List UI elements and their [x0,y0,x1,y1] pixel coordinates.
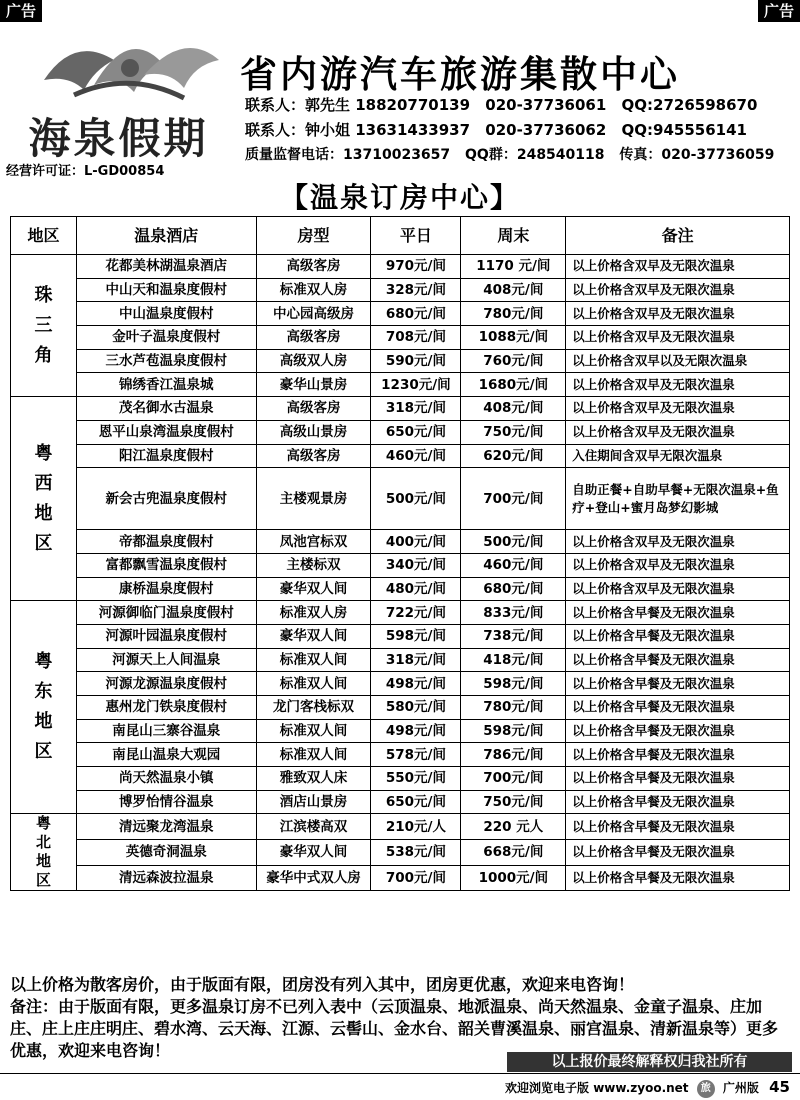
table-row [11,577,790,601]
weekend-price-cell: 1680元/间 [461,373,566,397]
header-note: 备注 [566,217,790,255]
ad-tag-right: 广告 [758,0,800,22]
header [0,22,800,179]
note-cell: 以上价格含双早以及无限次温泉 [566,349,790,373]
room-cell: 豪华中式双人房 [256,865,371,891]
note-cell: 以上价格含双早及无限次温泉 [566,577,790,601]
weekend-price-cell: 460元/间 [461,553,566,577]
hotel-cell: 锦绣香江温泉城 [76,373,256,397]
table-row [11,553,790,577]
logo [6,30,231,180]
header-hotel: 温泉酒店 [76,217,256,255]
table-row [11,624,790,648]
table-row [11,326,790,350]
weekday-price-cell: 700元/间 [371,865,461,891]
contact-phone: 020-37736061 [485,96,607,114]
room-cell: 江滨楼高双 [256,814,371,840]
footer-notes [10,974,790,1062]
table-row [11,530,790,554]
room-cell: 高级客房 [256,397,371,421]
hotel-cell: 三水芦苞温泉度假村 [76,349,256,373]
contact-line-2 [245,119,757,140]
table-row [11,601,790,625]
weekday-price-cell: 538元/间 [371,840,461,866]
weekend-price-cell: 408元/间 [461,278,566,302]
hotel-cell: 河源御临门温泉度假村 [76,601,256,625]
weekday-price-cell: 1230元/间 [371,373,461,397]
region-cell: 粤 东 地 区 [11,601,77,814]
note-cell: 以上价格含早餐及无限次温泉 [566,624,790,648]
room-cell: 标准双人间 [256,719,371,743]
weekday-price-cell: 650元/间 [371,420,461,444]
room-cell: 高级客房 [256,255,371,279]
table-row [11,302,790,326]
weekend-price-cell: 750元/间 [461,790,566,814]
contact-qq: QQ:2726598670 [621,96,758,114]
table-row [11,349,790,373]
weekend-price-cell: 1000元/间 [461,865,566,891]
room-cell: 豪华双人间 [256,624,371,648]
note-cell: 以上价格含早餐及无限次温泉 [566,672,790,696]
weekday-price-cell: 400元/间 [371,530,461,554]
header-room: 房型 [256,217,371,255]
pager-city: 广州版 [722,1081,759,1095]
fax: 传真：020-37736059 [619,147,775,163]
weekend-price-cell: 500元/间 [461,530,566,554]
note-cell: 以上价格含双早及无限次温泉 [566,326,790,350]
note-cell: 以上价格含早餐及无限次温泉 [566,696,790,720]
room-cell: 高级客房 [256,326,371,350]
weekday-price-cell: 708元/间 [371,326,461,350]
table-row [11,840,790,866]
weekday-price-cell: 722元/间 [371,601,461,625]
weekend-price-cell: 598元/间 [461,672,566,696]
hotel-cell: 阳江温泉度假村 [76,444,256,468]
table-row [11,696,790,720]
header-weekday: 平日 [371,217,461,255]
room-cell: 雅致双人床 [256,767,371,791]
page-number: 45 [769,1078,790,1096]
contact-line-3 [245,144,784,164]
table-row [11,648,790,672]
weekday-price-cell: 318元/间 [371,648,461,672]
weekend-price-cell: 598元/间 [461,719,566,743]
license-number: 经营许可证：L-GD00854 [6,164,165,179]
note-cell: 以上价格含早餐及无限次温泉 [566,648,790,672]
header-region: 地区 [11,217,77,255]
table-row [11,865,790,891]
note-cell: 以上价格含早餐及无限次温泉 [566,719,790,743]
contact-phone: 020-37736062 [485,121,607,139]
room-cell: 高级双人房 [256,349,371,373]
room-cell: 高级客房 [256,444,371,468]
weekday-price-cell: 590元/间 [371,349,461,373]
page-title: 省内游汽车旅游集散中心 [240,53,680,96]
table-row [11,444,790,468]
hotel-cell: 金叶子温泉度假村 [76,326,256,350]
hotel-cell: 清远森波拉温泉 [76,865,256,891]
room-cell: 豪华双人间 [256,840,371,866]
note-cell: 以上价格含双早及无限次温泉 [566,278,790,302]
contact-qq: QQ:945556141 [621,121,747,139]
note-cell: 以上价格含早餐及无限次温泉 [566,790,790,814]
weekday-price-cell: 970元/间 [371,255,461,279]
weekend-price-cell: 418元/间 [461,648,566,672]
note-cell: 以上价格含双早及无限次温泉 [566,397,790,421]
weekday-price-cell: 328元/间 [371,278,461,302]
region-cell: 珠 三 角 [11,255,77,397]
weekday-price-cell: 318元/间 [371,397,461,421]
hotel-cell: 尚天然温泉小镇 [76,767,256,791]
note-cell: 以上价格含双早及无限次温泉 [566,553,790,577]
note-cell: 以上价格含早餐及无限次温泉 [566,601,790,625]
pager-badge-icon: 旅 [697,1080,715,1098]
room-cell: 标准双人间 [256,672,371,696]
room-cell: 标准双人房 [256,278,371,302]
weekday-price-cell: 498元/间 [371,719,461,743]
weekday-price-cell: 580元/间 [371,696,461,720]
weekend-price-cell: 620元/间 [461,444,566,468]
weekend-price-cell: 680元/间 [461,577,566,601]
table-header-row [11,217,790,255]
header-weekend: 周末 [461,217,566,255]
note-cell: 以上价格含双早及无限次温泉 [566,420,790,444]
note-cell: 以上价格含早餐及无限次温泉 [566,743,790,767]
weekday-price-cell: 680元/间 [371,302,461,326]
table-row [11,790,790,814]
room-cell: 标准双人房 [256,601,371,625]
weekend-price-cell: 700元/间 [461,468,566,530]
weekend-price-cell: 1088元/间 [461,326,566,350]
table-row [11,397,790,421]
table-row [11,767,790,791]
table-row [11,672,790,696]
qq-group: QQ群：248540118 [465,147,605,163]
table-row [11,814,790,840]
page-footer [505,1078,790,1098]
hotel-cell: 清远聚龙湾温泉 [76,814,256,840]
room-cell: 主楼观景房 [256,468,371,530]
table-row [11,278,790,302]
weekend-price-cell: 738元/间 [461,624,566,648]
ad-tag-left: 广告 [0,0,42,22]
hotel-cell: 康桥温泉度假村 [76,577,256,601]
note-cell: 以上价格含早餐及无限次温泉 [566,767,790,791]
weekend-price-cell: 786元/间 [461,743,566,767]
logo-name: 海泉假期 [28,114,209,163]
rates-table [10,216,790,891]
hotel-cell: 河源天上人间温泉 [76,648,256,672]
weekday-price-cell: 598元/间 [371,624,461,648]
weekend-price-cell: 668元/间 [461,840,566,866]
note-cell: 以上价格含双早及无限次温泉 [566,373,790,397]
footer-line-1: 以上价格为散客房价，由于版面有限，团房没有列入其中，团房更优惠，欢迎来电咨询！ [10,975,635,994]
logo-flame-icon [34,30,224,110]
note-cell: 以上价格含早餐及无限次温泉 [566,814,790,840]
note-cell: 以上价格含早餐及无限次温泉 [566,865,790,891]
room-cell: 龙门客栈标双 [256,696,371,720]
weekend-price-cell: 780元/间 [461,696,566,720]
room-cell: 中心园高级房 [256,302,371,326]
region-cell: 粤 北 地 区 [11,814,77,891]
weekend-price-cell: 760元/间 [461,349,566,373]
weekday-price-cell: 500元/间 [371,468,461,530]
hotel-cell: 南昆山温泉大观园 [76,743,256,767]
pager-text: 欢迎浏览电子版 www.zyoo.net [505,1081,689,1095]
table-row [11,255,790,279]
weekend-price-cell: 780元/间 [461,302,566,326]
hotel-cell: 中山温泉度假村 [76,302,256,326]
hotel-cell: 富都飘雪温泉度假村 [76,553,256,577]
hotel-cell: 帝都温泉度假村 [76,530,256,554]
weekday-price-cell: 210元/人 [371,814,461,840]
table-row [11,420,790,444]
contact-person: 联系人：钟小姐 13631433937 [245,121,471,139]
hotel-cell: 恩平山泉湾温泉度假村 [76,420,256,444]
hotel-cell: 河源叶园温泉度假村 [76,624,256,648]
room-cell: 豪华双人间 [256,577,371,601]
region-cell: 粤 西 地 区 [11,397,77,601]
hotel-cell: 花都美林湖温泉酒店 [76,255,256,279]
room-cell: 主楼标双 [256,553,371,577]
table-row [11,743,790,767]
footer-line-2: 备注：由于版面有限，更多温泉订房不已列入表中（云顶温泉、地派温泉、尚天然温泉、金童子温泉、庄加庄、庄上庄庄明庄、碧水湾、云天海、江源、云髻山、金水台、韶关曹溪温泉、丽宫温泉、清新温泉等）更多优惠，欢迎来电咨询！ [10,997,779,1060]
hotel-cell: 茂名御水古温泉 [76,397,256,421]
table-row [11,468,790,530]
weekend-price-cell: 833元/间 [461,601,566,625]
note-cell: 以上价格含双早及无限次温泉 [566,302,790,326]
weekday-price-cell: 550元/间 [371,767,461,791]
note-cell: 以上价格含双早及无限次温泉 [566,530,790,554]
room-cell: 凤池宫标双 [256,530,371,554]
weekend-price-cell: 700元/间 [461,767,566,791]
divider [0,1073,800,1074]
note-cell: 以上价格含双早及无限次温泉 [566,255,790,279]
weekend-price-cell: 750元/间 [461,420,566,444]
room-cell: 标准双人间 [256,648,371,672]
note-cell: 入住期间含双早无限次温泉 [566,444,790,468]
hotel-cell: 南昆山三寨谷温泉 [76,719,256,743]
table-row [11,373,790,397]
contact-person: 联系人：郭先生 18820770139 [245,96,471,114]
supervise-phone: 质量监督电话：13710023657 [245,147,451,163]
weekday-price-cell: 498元/间 [371,672,461,696]
weekday-price-cell: 480元/间 [371,577,461,601]
hotel-cell: 惠州龙门铁泉度假村 [76,696,256,720]
hotel-cell: 英德奇洞温泉 [76,840,256,866]
room-cell: 酒店山景房 [256,790,371,814]
hotel-cell: 中山天和温泉度假村 [76,278,256,302]
weekday-price-cell: 460元/间 [371,444,461,468]
weekday-price-cell: 340元/间 [371,553,461,577]
note-cell: 以上价格含早餐及无限次温泉 [566,840,790,866]
room-cell: 豪华山景房 [256,373,371,397]
hotel-cell: 博罗怡情谷温泉 [76,790,256,814]
rights-statement: 以上报价最终解释权归我社所有 [507,1052,792,1072]
room-cell: 高级山景房 [256,420,371,444]
section-title: 【温泉订房中心】 [279,181,520,214]
weekday-price-cell: 578元/间 [371,743,461,767]
contact-line-1 [245,94,767,115]
table-row [11,719,790,743]
weekday-price-cell: 650元/间 [371,790,461,814]
hotel-cell: 新会古兜温泉度假村 [76,468,256,530]
weekend-price-cell: 220 元人 [461,814,566,840]
room-cell: 标准双人间 [256,743,371,767]
weekend-price-cell: 1170 元/间 [461,255,566,279]
note-cell: 自助正餐+自助早餐+无限次温泉+鱼疗+登山+蜜月岛梦幻影城 [566,468,790,530]
hotel-cell: 河源龙源温泉度假村 [76,672,256,696]
weekend-price-cell: 408元/间 [461,397,566,421]
